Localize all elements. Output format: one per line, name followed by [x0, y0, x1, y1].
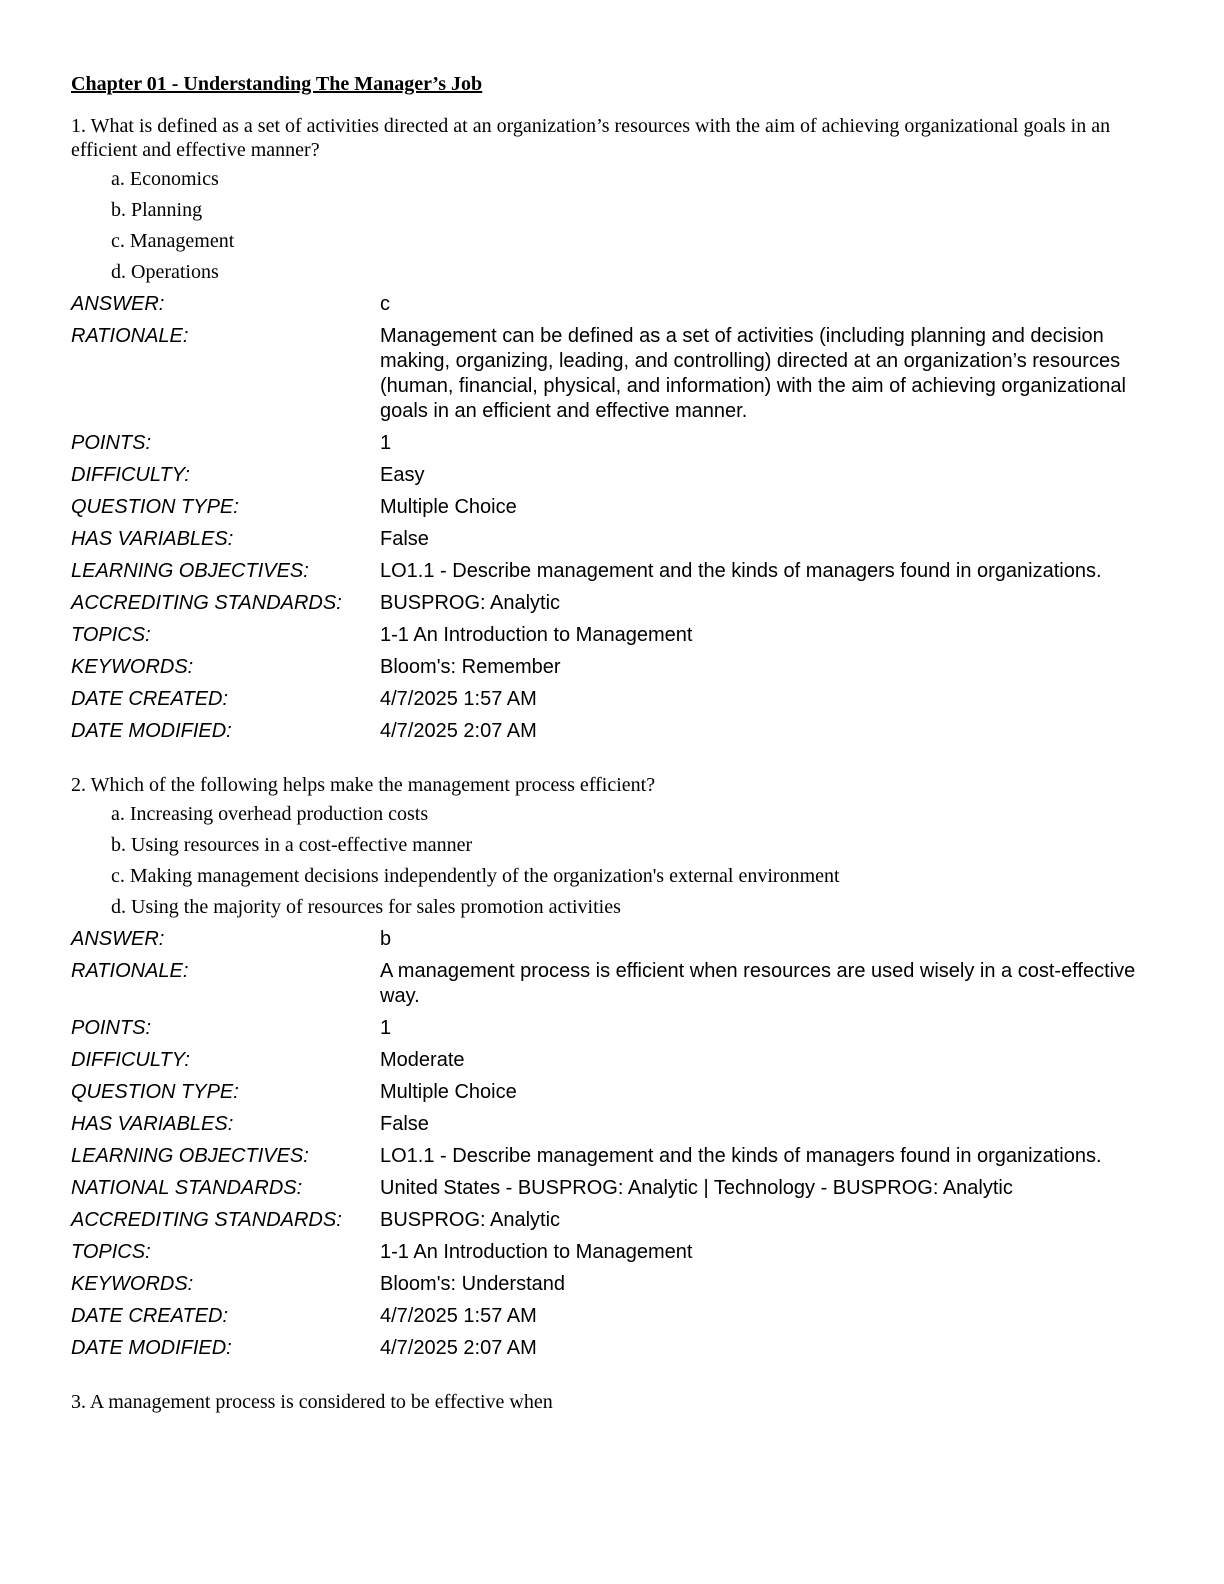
option-d: d. Using the majority of resources for sales promotion activities [111, 896, 621, 918]
meta-row-date-created [71, 1300, 1151, 1332]
meta-label: ACCREDITING STANDARDS: [71, 1209, 342, 1231]
meta-label: KEYWORDS: [71, 656, 194, 678]
meta-label: LEARNING OBJECTIVES: [71, 1145, 309, 1167]
meta-row-has-variables [71, 1108, 1151, 1140]
meta-label: DATE CREATED: [71, 1305, 229, 1327]
meta-value: Moderate [380, 1049, 465, 1071]
question-2 [71, 773, 1151, 1364]
meta-value: Bloom's: Understand [380, 1273, 566, 1295]
meta-label: DIFFICULTY: [71, 464, 190, 486]
meta-label: LEARNING OBJECTIVES: [71, 560, 309, 582]
meta-label: KEYWORDS: [71, 1273, 194, 1295]
meta-value: False [380, 1113, 429, 1135]
meta-value: 4/7/2025 1:57 AM [380, 1305, 537, 1327]
option-c: c. Management [111, 230, 235, 252]
option-a: a. Economics [111, 168, 219, 190]
meta-row-keywords [71, 651, 1151, 683]
meta-value: LO1.1 - Describe management and the kinds of managers found in organizations. [380, 1145, 1102, 1167]
meta-label: HAS VARIABLES: [71, 528, 234, 550]
meta-row-learning-objectives [71, 1140, 1151, 1172]
meta-label: QUESTION TYPE: [71, 1081, 239, 1103]
meta-row-question-type [71, 1076, 1151, 1108]
question-metadata [71, 923, 1151, 1364]
meta-label: DATE MODIFIED: [71, 720, 232, 742]
option-b: b. Using resources in a cost-effective manner [111, 834, 473, 856]
meta-label: DATE CREATED: [71, 688, 229, 710]
meta-row-national-standards [71, 1172, 1151, 1204]
meta-row-has-variables [71, 523, 1151, 555]
meta-value: 1-1 An Introduction to Management [380, 1241, 693, 1263]
meta-label: ACCREDITING STANDARDS: [71, 592, 342, 614]
meta-row-difficulty [71, 459, 1151, 491]
meta-value: 1 [380, 1017, 392, 1039]
meta-value: 4/7/2025 1:57 AM [380, 688, 537, 710]
meta-label: RATIONALE: [71, 325, 189, 347]
meta-label: NATIONAL STANDARDS: [71, 1177, 303, 1199]
meta-value: 4/7/2025 2:07 AM [380, 720, 537, 742]
meta-value: Multiple Choice [380, 1081, 517, 1103]
meta-value: United States - BUSPROG: Analytic | Technology - BUSPROG: Analytic [380, 1177, 1013, 1199]
question-stem: 3. A management process is considered to be effective when [71, 1391, 553, 1413]
meta-row-question-type [71, 491, 1151, 523]
meta-label: POINTS: [71, 1017, 152, 1039]
answer-options [71, 799, 1151, 923]
meta-row-answer [71, 288, 1151, 320]
question-3 [71, 1390, 1151, 1414]
meta-label: DATE MODIFIED: [71, 1337, 232, 1359]
meta-row-accrediting-standards [71, 587, 1151, 619]
meta-value: 4/7/2025 2:07 AM [380, 1337, 537, 1359]
meta-value: LO1.1 - Describe management and the kinds of managers found in organizations. [380, 560, 1102, 582]
meta-row-topics [71, 619, 1151, 651]
meta-label: QUESTION TYPE: [71, 496, 239, 518]
meta-value: b [380, 928, 392, 950]
meta-row-date-modified [71, 1332, 1151, 1364]
meta-value: BUSPROG: Analytic [380, 1209, 561, 1231]
meta-row-date-modified [71, 715, 1151, 747]
question-stem: 1. What is defined as a set of activities directed at an organization’s resources with the aim of achieving organizational goals in an efficient and effective manner? [71, 115, 1111, 161]
option-a: a. Increasing overhead production costs [111, 803, 429, 825]
meta-row-topics [71, 1236, 1151, 1268]
meta-label: ANSWER: [71, 293, 165, 315]
question-1 [71, 114, 1151, 747]
meta-row-difficulty [71, 1044, 1151, 1076]
meta-value: Multiple Choice [380, 496, 517, 518]
meta-label: HAS VARIABLES: [71, 1113, 234, 1135]
meta-value: Management can be defined as a set of activities (including planning and decision making, organizing, leading, and controlling) directed at an organization’s resources (human, financial, physical, and information) with the aim of achieving organizational goals in an efficient and effective manner. [380, 325, 1126, 422]
meta-label: DIFFICULTY: [71, 1049, 190, 1071]
meta-label: TOPICS: [71, 1241, 151, 1263]
question-stem: 2. Which of the following helps make the management process efficient? [71, 774, 656, 796]
meta-row-learning-objectives [71, 555, 1151, 587]
option-b: b. Planning [111, 199, 203, 221]
meta-label: POINTS: [71, 432, 152, 454]
meta-value: 1 [380, 432, 392, 454]
option-c: c. Making management decisions independently of the organization's external environment [111, 865, 840, 887]
meta-value: False [380, 528, 429, 550]
meta-row-accrediting-standards [71, 1204, 1151, 1236]
meta-value: A management process is efficient when resources are used wisely in a cost-effective way. [380, 960, 1136, 1007]
document-page [71, 70, 1151, 1416]
meta-row-rationale [71, 955, 1151, 1012]
meta-value: Bloom's: Remember [380, 656, 561, 678]
meta-label: ANSWER: [71, 928, 165, 950]
option-d: d. Operations [111, 261, 219, 283]
chapter-title: Chapter 01 - Understanding The Manager’s Job [71, 73, 483, 95]
meta-value: c [380, 293, 390, 315]
meta-row-answer [71, 923, 1151, 955]
meta-row-points [71, 427, 1151, 459]
meta-row-points [71, 1012, 1151, 1044]
meta-row-rationale [71, 320, 1151, 427]
meta-value: 1-1 An Introduction to Management [380, 624, 693, 646]
question-metadata [71, 288, 1151, 747]
meta-row-keywords [71, 1268, 1151, 1300]
answer-options [71, 164, 1151, 288]
meta-value: BUSPROG: Analytic [380, 592, 561, 614]
meta-value: Easy [380, 464, 425, 486]
meta-label: RATIONALE: [71, 960, 189, 982]
meta-row-date-created [71, 683, 1151, 715]
meta-label: TOPICS: [71, 624, 151, 646]
